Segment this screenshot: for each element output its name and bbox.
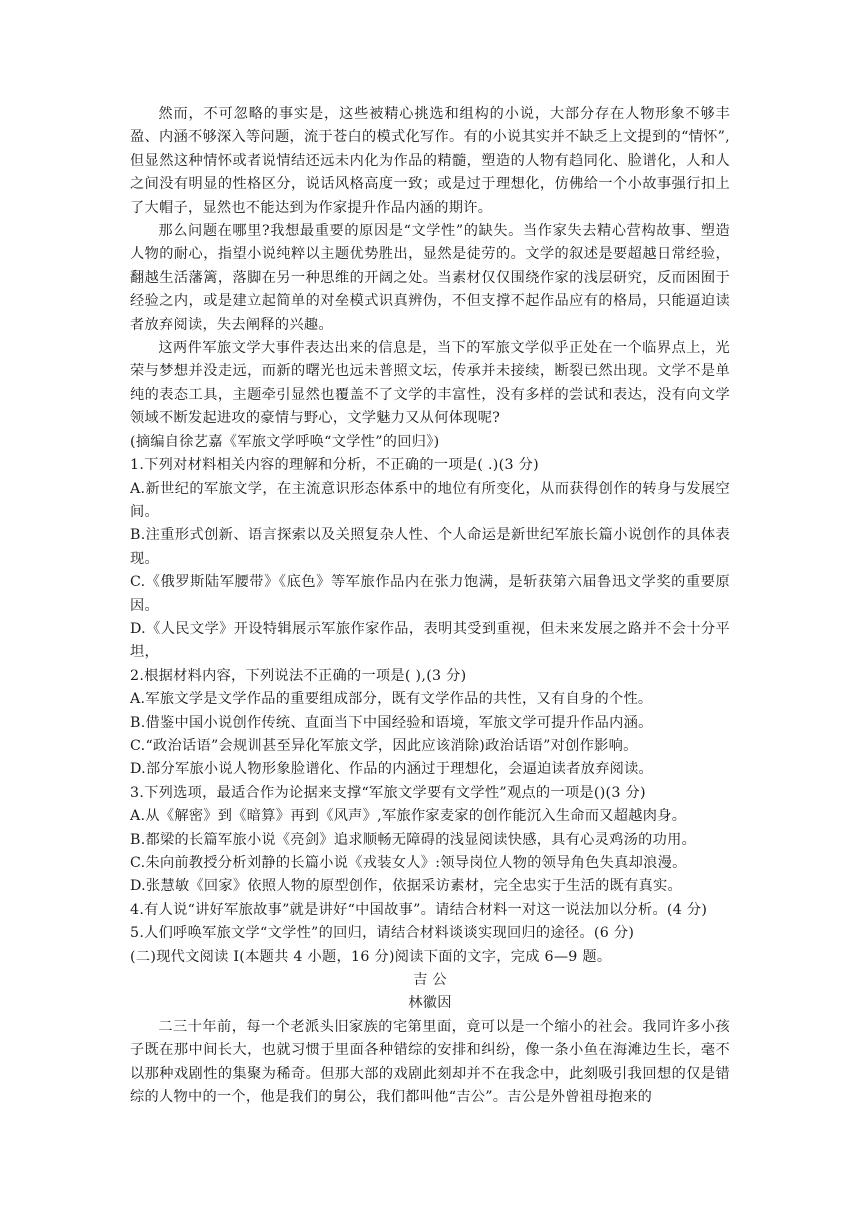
question-1-option-c: C.《俄罗斯陆军腰带》《底色》等军旅作品内在张力饱满，是斩获第六届鲁迅文学奖的重要原因。 [130, 574, 730, 614]
question-2-option-d: D.部分军旅小说人物形象脸谱化、作品的内涵过于理想化，会逼迫读者放弃阅读。 [130, 761, 654, 778]
question-1: 1.下列对材料相关内容的理解和分析，不正确的一项是( .)(3 分) [130, 457, 539, 474]
source-citation: (摘编自徐艺嘉《军旅文学呼唤“文学性”的回归》) [130, 433, 440, 450]
question-3: 3.下列选项，最适合作为论据来支撑“军旅文学要有文学性”观点的一项是()(3 分) [130, 784, 646, 801]
document-page [130, 103, 730, 1109]
question-1-option-d: D.《人民文学》开设特辑展示军旅作家作品，表明其受到重视，但未来发展之路并不会十分平坦， [130, 620, 730, 661]
story-paragraph-1: 二三十年前，每一个老派头旧家族的宅第里面，竟可以是一个缩小的社会。我同许多小孩子既在那中间长大，也就习惯于里面各种错综的安排和纠纷，像一条小鱼在海滩边生长，毫不以那种戏剧性的集聚为稀奇。但那大部的戏剧此刻却并不在我念中，此刻吸引我回想的仅是错综的人物中的一个，他是我们的舅公，我们都叫他“吉公”。吉公是外曾祖母抱来的 [130, 1018, 730, 1106]
essay-paragraph-2: 那么问题在哪里?我想最重要的原因是“文学性”的缺失。当作家失去精心营构故事、塑造人物的耐心，指望小说纯粹以主题优势胜出，显然是徒劳的。文学的叙述是要超越日常经验，翻越生活藩篱，落脚在另一种思维的开阔之处。当素材仅仅围绕作家的浅层研究，反而困囿于经验之内，或是建立起简单的对垒模式识真辨伪，不但支撑不起作品应有的格局，只能逼迫读者放弃阅读，失去阐释的兴趣。 [130, 223, 730, 333]
question-4: 4.有人说“讲好军旅故事”就是讲好“中国故事”。请结合材料一对这一说法加以分析。(4 分) [130, 901, 708, 918]
question-2-option-a: A.军旅文学是文学作品的重要组成部分，既有文学作品的共性，又有自身的个性。 [130, 691, 653, 708]
question-1-option-a: A.新世纪的军旅文学，在主流意识形态体系中的地位有所变化，从而获得创作的转身与发展空间。 [130, 480, 730, 520]
question-2-option-b: B.借鉴中国小说创作传统、直面当下中国经验和语境，军旅文学可提升作品内涵。 [130, 714, 653, 731]
question-3-option-a: A.从《解密》到《暗算》再到《风声》,军旅作家麦家的创作能沉入生命而又超越肉身。 [130, 808, 687, 825]
question-2: 2.根据材料内容，下列说法不正确的一项是( ),(3 分) [130, 667, 467, 684]
essay-paragraph-1: 然而，不可忽略的事实是，这些被精心挑选和组构的小说，大部分存在人物形象不够丰盈、内涵不够深入等问题，流于苍白的模式化写作。有的小说其实并不缺乏上文提到的“情怀”,但显然这种情怀或者说情结还远未内化为作品的精髓，塑造的人物有趋同化、脸谱化，人和人之间没有明显的性格区分，说话风格高度一致；或是过于理想化，仿佛给一个小故事强行扣上了大帽子，显然也不能达到为作家提升作品内涵的期许。 [130, 106, 730, 216]
question-5: 5.人们呼唤军旅文学“文学性”的回归，请结合材料谈谈实现回归的途径。(6 分) [130, 925, 635, 942]
question-3-option-b: B.都梁的长篇军旅小说《亮剑》追求顺畅无障碍的浅显阅读快感，具有心灵鸡汤的功用。 [130, 831, 697, 848]
question-1-option-b: B.注重形式创新、语言探索以及关照复杂人性、个人命运是新世纪军旅长篇小说创作的具体表现。 [130, 527, 730, 567]
section-heading: (二)现代文阅读 I(本题共 4 小题，16 分)阅读下面的文字，完成 6—9 题。 [130, 948, 612, 965]
question-2-option-c: C.“政治话语”会规训甚至异化军旅文学，因此应该消除)政治话语”对创作影响。 [130, 737, 638, 754]
question-3-option-d: D.张慧敏《回家》依照人物的原型创作，依据采访素材，完全忠实于生活的既有真实。 [130, 878, 683, 895]
story-author: 林徽因 [408, 995, 452, 1012]
essay-paragraph-3: 这两件军旅文学大事件表达出来的信息是，当下的军旅文学似乎正处在一个临界点上，光荣与梦想并没走远，而新的曙光也远未普照文坛，传承并未接续，断裂已然出现。文学不是单纯的表态工具，主题牵引显然也覆盖不了文学的丰富性，没有多样的尝试和表达，没有向文学领域不断发起进攻的豪情与野心，文学魅力又从何体现呢? [130, 340, 730, 427]
story-title: 吉 公 [413, 972, 447, 989]
question-3-option-c: C.朱向前教授分析刘静的长篇小说《戎装女人》:领导岗位人物的领导角色失真却浪漫。 [130, 855, 687, 871]
